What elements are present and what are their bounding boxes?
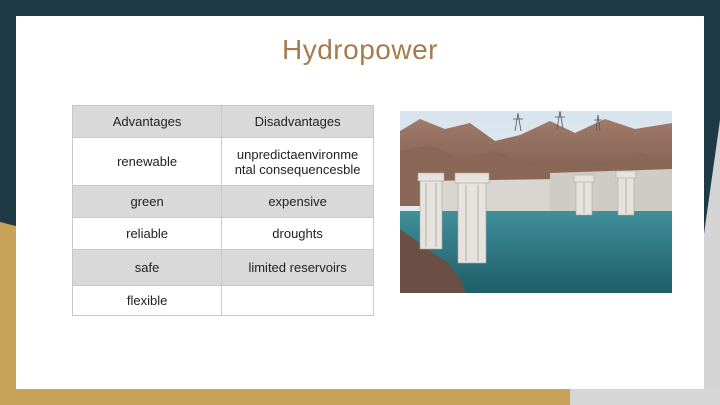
table-row [73, 250, 374, 286]
advantage-cell: reliable [73, 218, 222, 250]
header-advantages: Advantages [73, 106, 222, 138]
dam-illustration [400, 111, 672, 293]
advantage-cell: flexible [73, 286, 222, 316]
background-grey-strip [570, 387, 720, 405]
disadvantage-cell: droughts [222, 218, 374, 250]
advantage-cell: safe [73, 250, 222, 286]
dam-photo [400, 111, 672, 293]
table-header-row [73, 106, 374, 138]
table-row [73, 286, 374, 316]
advantage-cell: renewable [73, 138, 222, 186]
disadvantage-cell: expensive [222, 186, 374, 218]
header-disadvantages: Disadvantages [222, 106, 374, 138]
disadvantage-cell: unpredictaenvironme ntal consequencesble [222, 138, 374, 186]
disadvantage-cell [222, 286, 374, 316]
advantage-cell: green [73, 186, 222, 218]
table-row [73, 186, 374, 218]
disadvantage-cell: limited reservoirs [222, 250, 374, 286]
table-row [73, 218, 374, 250]
pros-cons-table [72, 105, 374, 316]
slide-title: Hydropower [282, 34, 438, 65]
table-row [73, 138, 374, 186]
